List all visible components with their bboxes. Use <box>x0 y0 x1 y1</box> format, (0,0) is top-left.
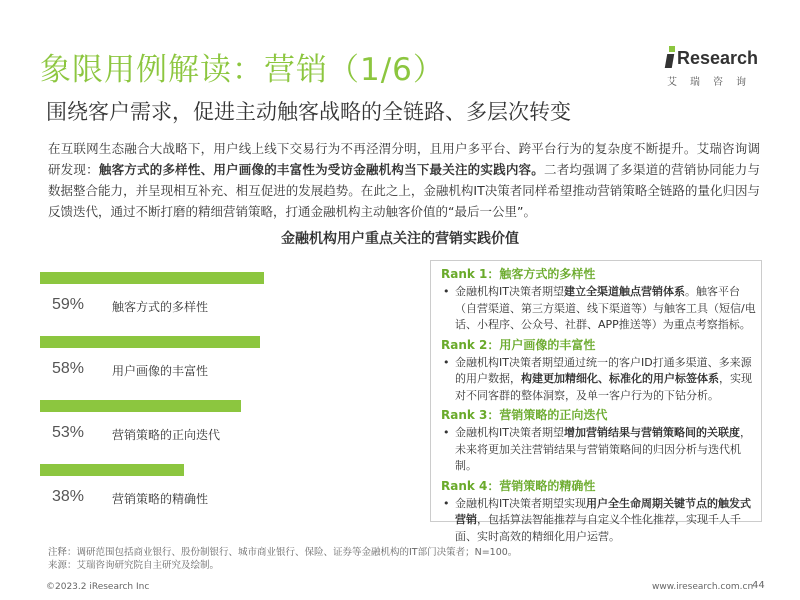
page-number: 44 <box>752 580 765 591</box>
bar-category-label: 营销策略的正向迭代 <box>112 428 221 442</box>
rank-title: Rank 4：营销策略的精确性 <box>441 478 596 493</box>
bar-row <box>40 464 400 514</box>
rank-highlight: 建立全渠道触点营销体系 <box>563 285 685 298</box>
logo-dot <box>669 46 675 52</box>
bar-category-label: 用户画像的丰富性 <box>112 364 209 378</box>
intro-emphasis: 触客方式的多样性、用户画像的丰富性为受访金融机构当下最关注的实践内容。 <box>98 162 544 177</box>
rank-text: 金融机构IT决策者期望 <box>455 285 564 298</box>
chart-title: 金融机构用户重点关注的营销实践价值 <box>281 231 519 247</box>
rank-title: Rank 2：用户画像的丰富性 <box>441 337 596 352</box>
page-title: 象限用例解读：营销（1/6） <box>40 52 445 88</box>
footer-url[interactable]: www.iresearch.com.cn <box>652 582 754 592</box>
bar-chart <box>40 272 400 517</box>
logo-bar <box>665 54 674 68</box>
rank-list <box>441 263 757 545</box>
rank-highlight: 用户全生命周期关键节点的触发式营销 <box>455 496 751 526</box>
bar-row <box>40 336 400 386</box>
rank-panel <box>430 260 762 543</box>
rank-text: ，未来将更加关注营销结果与营销策略间的归因分析与迭代机制。 <box>455 426 751 472</box>
bar <box>40 336 260 348</box>
rank-description <box>441 496 757 546</box>
rank-text: 金融机构IT决策者期望实现 <box>455 496 586 510</box>
rank-description <box>441 284 757 334</box>
bar <box>40 464 184 476</box>
footer-copyright: ©2023.2 iResearch Inc <box>46 582 150 592</box>
rank-text: 。触客平台（自营渠道、第三方渠道、线下渠道等）与触客工具（短信/电话、小程序、公众号、社群、APP推送等）为重点考察指标。 <box>455 285 756 331</box>
rank-description <box>441 425 757 475</box>
intro-text-2: 二者均强调了多渠道的营销协同能力与数据整合能力，并呈现相互补充、相互促进的发展趋势。在此之上，金融机构IT决策者同样希望推动营销策略全链路的量化归因与反馈迭代，通过不断打磨的精细营销策略，打通金融机构主动触客价值的“最后一公里”。 <box>48 162 760 219</box>
rank-title: Rank 1：触客方式的多样性 <box>441 267 596 281</box>
bullet-icon: • <box>443 355 450 369</box>
bar-value-label: 59% <box>52 296 85 313</box>
rank-text: 金融机构IT决策者期望 <box>455 426 564 439</box>
bar <box>40 400 241 412</box>
bar-category-label: 营销策略的精确性 <box>112 492 209 506</box>
note-line: 注释：调研范围包括商业银行、股份制银行、城市商业银行、保险、证券等金融机构的IT部门决策者；N=100。 <box>48 547 518 558</box>
bar <box>40 272 264 284</box>
logo-word: Research <box>677 48 759 68</box>
rank-text: 金融机构IT决策者期望通过统一的客户ID打通多渠道、多来源的用户数据， <box>455 355 752 385</box>
logo-subtitle: 艾瑞咨询 <box>667 77 759 88</box>
rank-description <box>441 355 757 405</box>
rank-title: Rank 3：营销策略的正向迭代 <box>441 408 608 422</box>
source-line: 来源：艾瑞咨询研究院自主研究及绘制。 <box>48 560 220 571</box>
notes <box>48 546 517 572</box>
rank-highlight: 增加营销结果与营销策略间的关联度 <box>563 426 740 439</box>
bar-row <box>40 272 400 322</box>
rank-highlight: 构建更加精细化、标准化的用户标签体系 <box>521 372 719 385</box>
rank-text: ，包括算法智能推荐与自定义个性化推荐，实现千人千面、实时高效的精细化用户运营。 <box>455 513 741 543</box>
bullet-icon: • <box>443 426 450 439</box>
bar-value-label: 53% <box>52 424 85 441</box>
bar-row <box>40 400 400 450</box>
intro-paragraph <box>48 138 760 222</box>
page-subtitle: 围绕客户需求，促进主动触客战略的全链路、多层次转变 <box>46 100 571 124</box>
bullet-icon: • <box>443 285 450 298</box>
rank-text: ，实现对不同客群的整体洞察，及单一客户行为的下钻分析。 <box>455 372 752 402</box>
iresearch-logo <box>663 44 763 94</box>
intro-text-1: 在互联网生态融合大战略下，用户线上线下交易行为不再泾渭分明，且用户多平台、跨平台行为的复杂度不断提升。艾瑞咨询调研发现： <box>48 141 760 177</box>
bar-value-label: 38% <box>52 488 85 505</box>
bullet-icon: • <box>443 496 450 510</box>
bar-value-label: 58% <box>52 360 85 377</box>
bar-category-label: 触客方式的多样性 <box>112 300 209 314</box>
